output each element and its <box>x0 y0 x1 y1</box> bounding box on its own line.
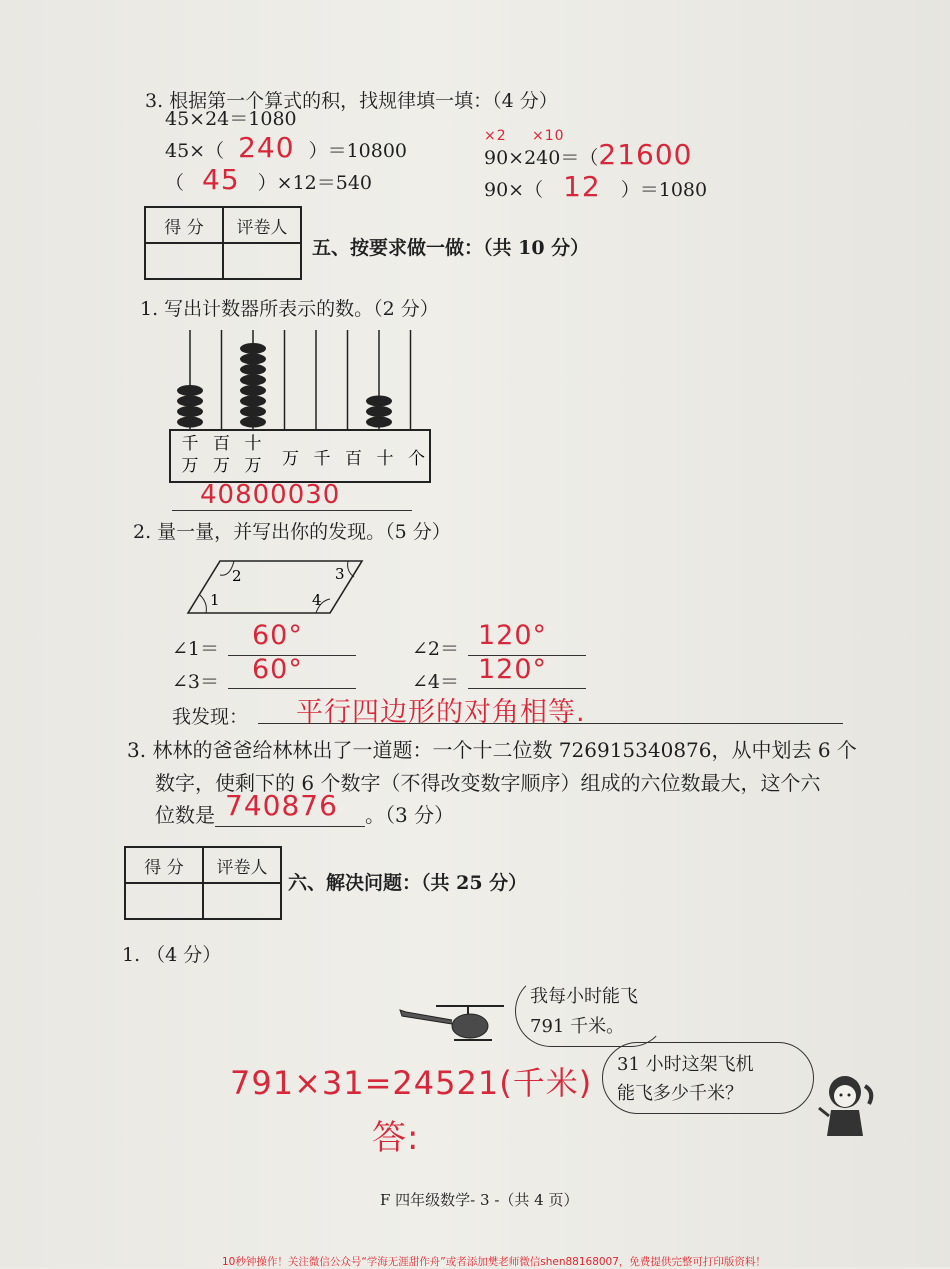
abacus-bead <box>240 417 266 428</box>
angle3-line <box>228 688 356 689</box>
angle-label-2: 2 <box>232 567 242 585</box>
score-label: 得 分 <box>145 207 223 243</box>
grader-label: 评卷人 <box>203 847 281 883</box>
speech-bubble-1 <box>515 975 667 1047</box>
q3-note-x2: ×2 <box>484 128 507 144</box>
angle4-line <box>468 688 586 689</box>
abacus-place-label: 万 <box>244 456 262 476</box>
finding-label: 我发现： <box>172 706 249 728</box>
section6-heading: 六、解决问题：（共 25 分） <box>288 872 528 894</box>
q3-answer-12: 12 <box>563 170 601 203</box>
abacus-place-label: 个 <box>408 449 425 469</box>
q3-note-x10: ×10 <box>532 128 565 144</box>
abacus-place-label: 万 <box>282 449 299 469</box>
q5-3-line3: 位数是 740876 。（3 分） <box>155 789 455 827</box>
angle-label-3: 3 <box>335 565 345 583</box>
angle3-label: ∠3＝ <box>172 671 220 693</box>
q3-row1: 45×24＝1080 <box>165 108 297 130</box>
abacus-place-label: 万 <box>213 456 230 476</box>
abacus-bead <box>366 396 392 407</box>
bubble1-line1: 我每小时能飞 <box>530 986 638 1007</box>
q3-title: 3. 根据第一个算式的积，找规律填一填：（4 分） <box>145 90 558 112</box>
q3-answer-240: 240 <box>238 131 295 164</box>
score-label: 得 分 <box>125 847 203 883</box>
finding-answer: 平行四边形的对角相等. <box>296 697 586 728</box>
grader-cell[interactable] <box>223 243 301 279</box>
q3-answer-45: 45 <box>202 163 240 196</box>
abacus-bead <box>240 375 266 386</box>
abacus-bead <box>240 396 266 407</box>
section5-heading: 五、按要求做一做：（共 10 分） <box>312 237 590 259</box>
parallelogram-figure <box>180 555 370 620</box>
angle1-answer: 60° <box>252 620 303 651</box>
score-cell[interactable] <box>125 883 203 919</box>
abacus-place-label: 万 <box>181 456 199 476</box>
abacus-place-label: 百 <box>345 449 362 469</box>
abacus-bead <box>177 385 203 396</box>
promo-banner: 10秒钟操作！关注微信公众号“学海无涯甜作舟”或者添加樊老师微信shen88168007，免费提供完整可打印版资料！ <box>222 1256 766 1268</box>
abacus-bead <box>240 406 266 417</box>
q3-row3-right: 90×（ 12 ）＝1080 <box>484 170 708 203</box>
section5-score-table <box>144 206 302 280</box>
bubble2-line1: 31 小时这架飞机 <box>617 1054 754 1075</box>
abacus-bead <box>240 343 266 354</box>
q5-1-title: 1. 写出计数器所表示的数。（2 分） <box>140 298 439 320</box>
grader-cell[interactable] <box>203 883 281 919</box>
abacus-place-label: 百 <box>213 434 230 454</box>
q5-2-title: 2. 量一量，并写出你的发现。（5 分） <box>133 521 451 543</box>
angle1-label: ∠1＝ <box>172 638 220 660</box>
abacus-bead <box>177 417 203 428</box>
q5-3-line1: 3. 林林的爸爸给林林出了一道题：一个十二位数 726915340876，从中划去 6 个 <box>127 738 857 762</box>
abacus-bead <box>240 385 266 396</box>
section6-score-table <box>124 846 282 920</box>
abacus-bead <box>240 364 266 375</box>
angle3-answer: 60° <box>252 654 303 685</box>
abacus-answer-line <box>172 510 412 511</box>
q5-3-answer: 740876 <box>225 789 338 822</box>
abacus-bead <box>366 417 392 428</box>
girl-cartoon-icon <box>815 1070 875 1140</box>
q3-row2-right: 90×240＝（21600 <box>484 138 693 171</box>
angle-label-1: 1 <box>210 591 220 609</box>
abacus-bead <box>177 406 203 417</box>
score-cell[interactable] <box>145 243 223 279</box>
bubble2-line2: 能飞多少千米？ <box>617 1083 743 1104</box>
q3-row2-left: 45×（ 240 ）＝10800 <box>165 131 408 164</box>
abacus-place-label: 千 <box>181 434 199 454</box>
abacus-bead <box>240 354 266 365</box>
angle-label-4: 4 <box>312 591 322 609</box>
angle4-answer: 120° <box>478 654 548 685</box>
abacus-bead <box>177 396 203 407</box>
helicopter-icon <box>396 1000 506 1045</box>
q6-1-title: 1. （4 分） <box>122 944 222 966</box>
bubble1-line2: 791 千米。 <box>530 1016 625 1037</box>
q5-3-line2: 数字，使剩下的 6 个数字（不得改变数字顺序）组成的六位数最大，这个六 <box>155 771 821 795</box>
angle4-label: ∠4＝ <box>412 671 460 693</box>
angle2-answer: 120° <box>478 620 548 651</box>
abacus-place-label: 千 <box>313 449 331 469</box>
abacus-place-label: 十 <box>376 449 394 469</box>
angle2-label: ∠2＝ <box>412 638 460 660</box>
abacus-answer: 40800030 <box>200 480 341 510</box>
q6-1-work: 791×31=24521(千米) <box>230 1064 593 1102</box>
q3-answer-21600: 21600 <box>598 138 693 171</box>
abacus-counter <box>160 325 440 490</box>
q6-1-answer-label: 答: <box>372 1118 420 1158</box>
q3-row3-left: （ 45 ）×12＝540 <box>165 163 373 196</box>
grader-label: 评卷人 <box>223 207 301 243</box>
page-footer: F 四年级数学- 3 -（共 4 页） <box>380 1191 579 1209</box>
abacus-place-label: 十 <box>244 434 262 454</box>
abacus-bead <box>366 406 392 417</box>
